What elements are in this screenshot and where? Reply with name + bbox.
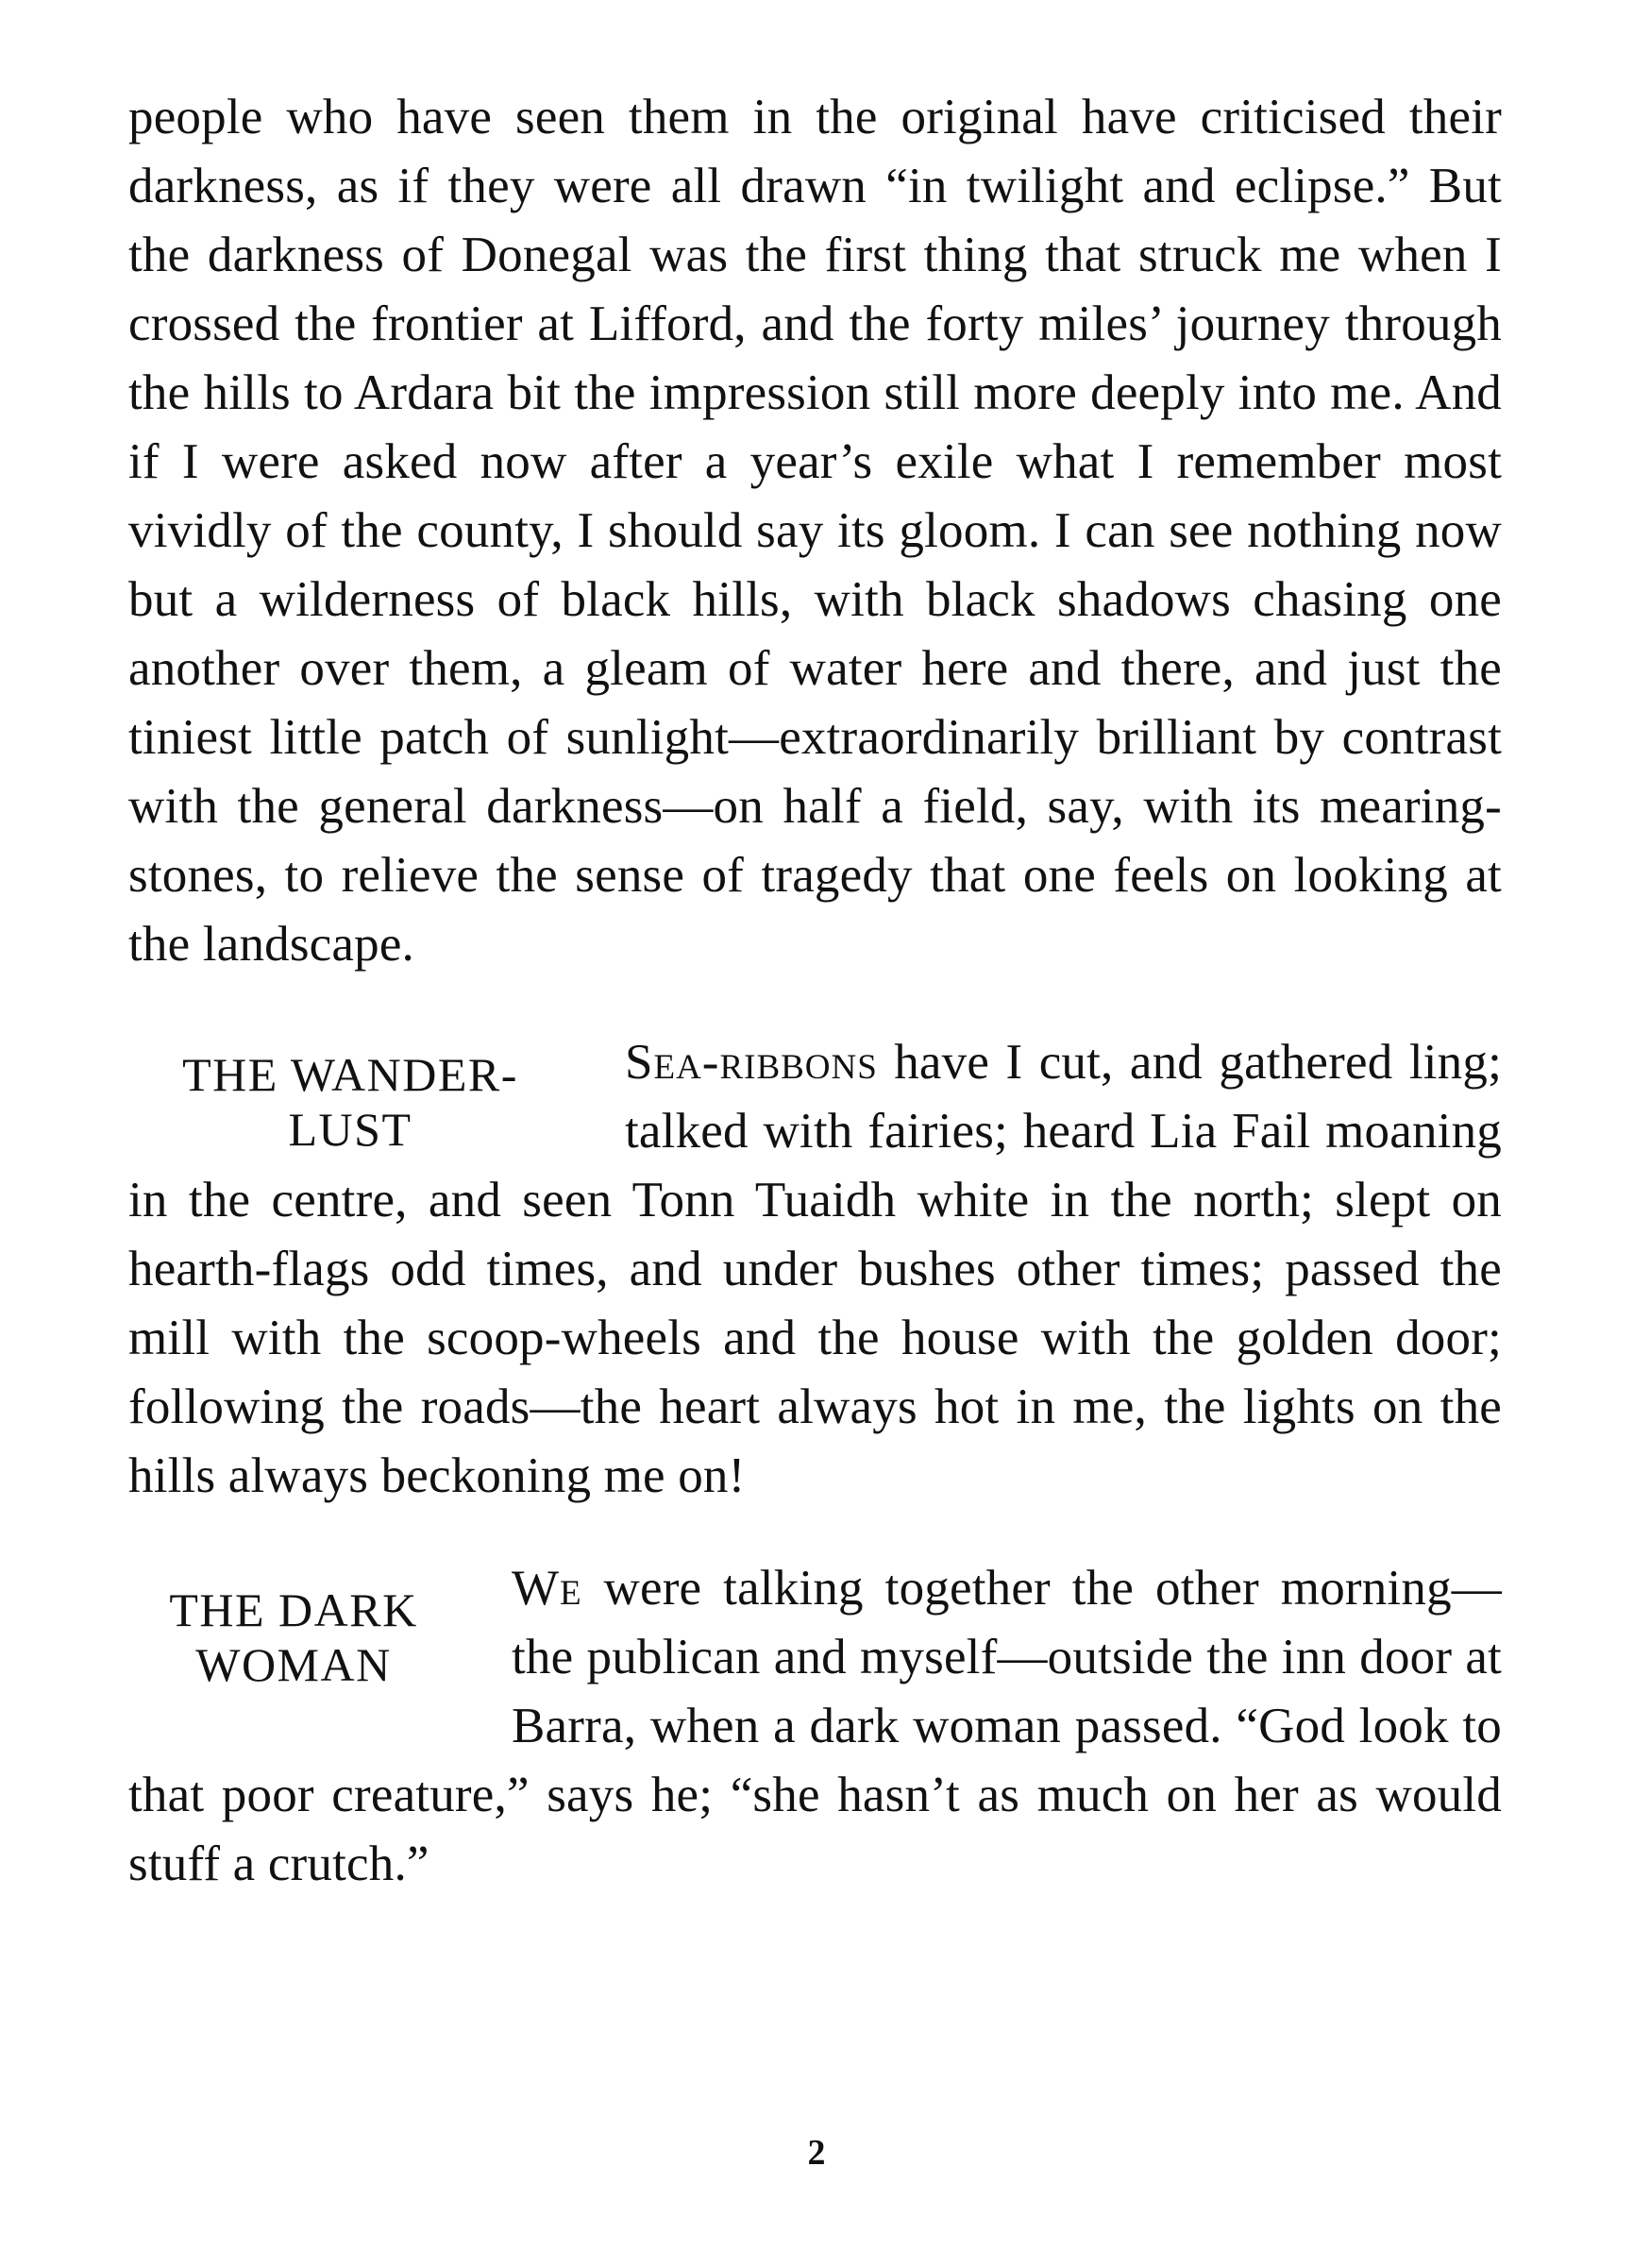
heading-line: LUST xyxy=(288,1103,412,1156)
book-page xyxy=(128,83,1502,1899)
section-wanderlust xyxy=(128,1028,1502,1511)
section-dark-woman xyxy=(128,1554,1502,1899)
intro-paragraph: people who have seen them in the original have criticised their darkness, as if they were all drawn “in twilight and eclipse.” But the darkness of Donegal was the first thing that struck me when I crossed the frontier at Lifford, and the forty miles’ journey through the hills to Ardara bit the impression still more deeply into me. And if I were asked now after a year’s exile what I remember most vividly of the county, I should say its gloom. I can see nothing now but a wilderness of black hills, with black shadows chasing one another over them, a gleam of water here and there, and just the tiniest little patch of sunlight—extraordinarily brilliant by contrast with the general darkness—on half a field, say, with its mearing-stones, to relieve the sense of tragedy that one feels on looking at the landscape. xyxy=(128,90,1502,972)
heading-line: THE DARK xyxy=(169,1583,418,1636)
page-number: 2 xyxy=(807,2133,826,2173)
section-heading-dark-woman xyxy=(128,1583,459,1692)
paragraph-body: have I cut, and gathered ling; talked with fairies; heard Lia Fail moaning in the centre, and seen Tonn Tuaidh white in the north; slept on hearth-flags odd times, and under bushes other times; passed the mill with the scoop-wheels and the house with the golden door; following the roads—the heart always hot in me, the lights on the hills always beckoning me on! xyxy=(128,1035,1502,1503)
lead-word: Sea-ribbons xyxy=(625,1035,878,1090)
section-heading-wanderlust xyxy=(128,1047,572,1157)
paragraph-body: were talking together the other morning—the publican and myself—outside the inn door at Barra, when a dark woman passed. “God look to that poor creature,” says he; “she hasn’t as much on her as would stuff a crutch.” xyxy=(128,1561,1502,1891)
heading-line: THE WANDER- xyxy=(182,1048,518,1101)
heading-line: WOMAN xyxy=(195,1638,392,1691)
lead-word: We xyxy=(512,1561,582,1616)
